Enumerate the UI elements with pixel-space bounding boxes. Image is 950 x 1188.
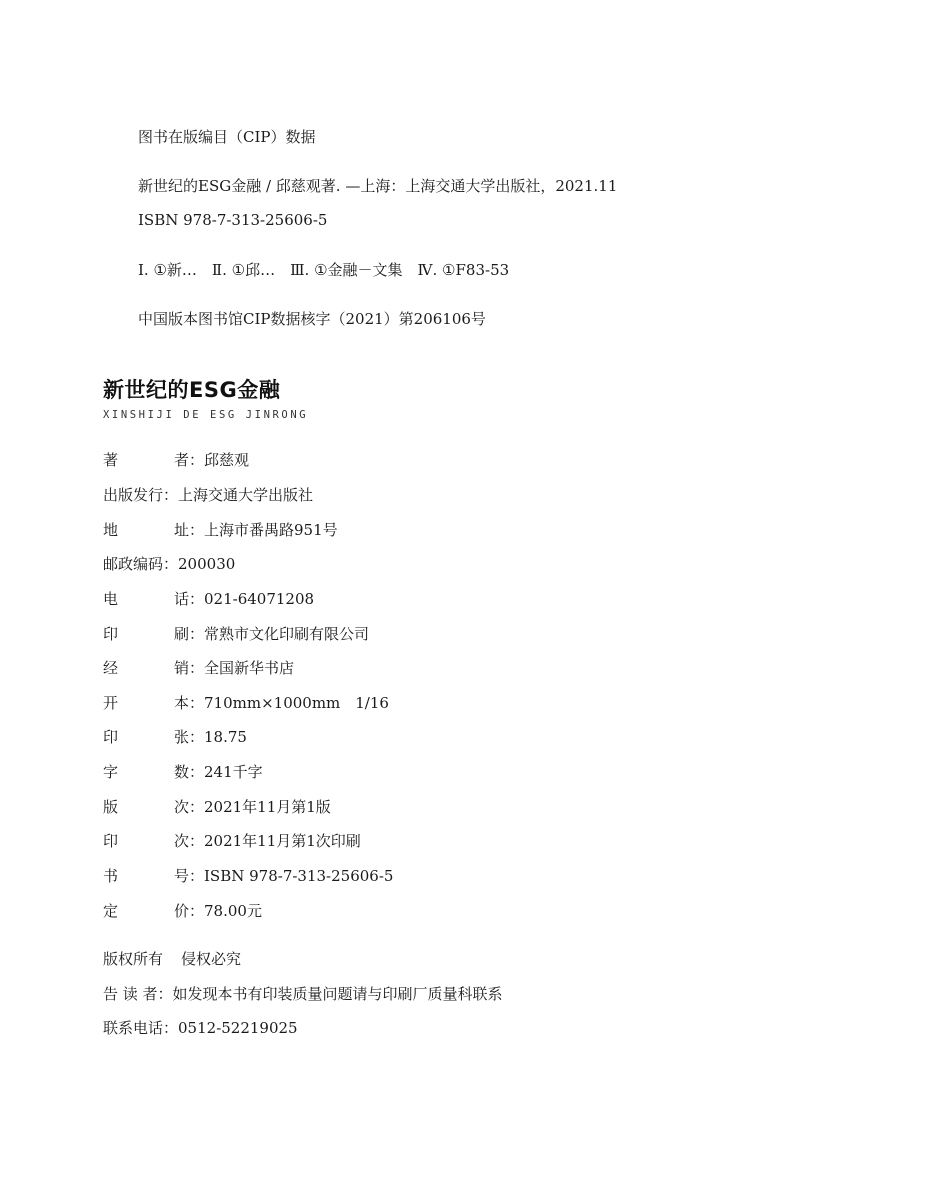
detail-row-printing <box>103 831 361 851</box>
detail-value: ：上海市番禺路951号 <box>189 521 338 539</box>
detail-row-phone <box>103 589 314 609</box>
detail-value: ：2021年11月第1版 <box>189 798 331 816</box>
book-title: 新世纪的ESG金融 <box>103 378 281 402</box>
detail-row-postcode <box>103 554 235 574</box>
detail-value: ：710mm×1000mm 1/16 <box>189 694 389 712</box>
detail-label: 经 销 <box>103 659 189 677</box>
notice-label: 告 读 者 <box>103 985 158 1003</box>
reader-notice <box>103 984 503 1004</box>
detail-label: 版 次 <box>103 798 189 816</box>
detail-row-distributor <box>103 658 294 678</box>
detail-row-printer <box>103 624 369 644</box>
cip-heading: 图书在版编目（CIP）数据 <box>138 128 316 146</box>
detail-label: 印 次 <box>103 832 189 850</box>
detail-value: ：200030 <box>163 555 236 573</box>
detail-row-address <box>103 520 338 540</box>
detail-value: ：241千字 <box>189 763 263 781</box>
detail-row-format <box>103 693 389 713</box>
book-pinyin: XINSHIJI DE ESG JINRONG <box>103 409 309 421</box>
notice-value: ：如发现本书有印装质量问题请与印刷厂质量科联系 <box>157 985 503 1003</box>
detail-value: ：021-64071208 <box>189 590 315 608</box>
detail-label: 定 价 <box>103 902 189 920</box>
detail-label: 印 刷 <box>103 625 189 643</box>
cip-citation: 新世纪的ESG金融 / 邱慈观著. —上海：上海交通大学出版社，2021.11 <box>138 177 618 195</box>
detail-value: ：全国新华书店 <box>189 659 295 677</box>
contact-phone <box>103 1018 298 1038</box>
rights-notice <box>103 949 241 969</box>
detail-row-price <box>103 901 262 921</box>
detail-value: ：18.75 <box>189 728 247 746</box>
detail-label: 印 张 <box>103 728 189 746</box>
detail-label: 著 者 <box>103 451 189 469</box>
detail-label: 出版发行 <box>103 486 164 504</box>
detail-row-publisher <box>103 485 313 505</box>
detail-row-book-number <box>103 866 393 886</box>
cip-classification: Ⅰ. ①新… Ⅱ. ①邱… Ⅲ. ①金融－文集 Ⅳ. ①F83-53 <box>138 261 510 279</box>
detail-label: 邮政编码 <box>103 555 164 573</box>
detail-value: ：78.00元 <box>189 902 262 920</box>
contact-phone-label: 联系电话 <box>103 1019 164 1037</box>
detail-value: ：ISBN 978-7-313-25606-5 <box>189 867 394 885</box>
detail-value: ：常熟市文化印刷有限公司 <box>189 625 370 643</box>
cip-approval: 中国版本图书馆CIP数据核字（2021）第206106号 <box>138 310 486 328</box>
detail-value: ：邱慈观 <box>189 451 250 469</box>
rights-label: 版权所有 <box>103 950 164 968</box>
contact-phone-value: ：0512-52219025 <box>163 1019 298 1037</box>
detail-value: ：上海交通大学出版社 <box>163 486 314 504</box>
cip-isbn: ISBN 978-7-313-25606-5 <box>138 211 328 229</box>
detail-row-wordcount <box>103 762 263 782</box>
detail-row-sheets <box>103 727 247 747</box>
detail-value: ：2021年11月第1次印刷 <box>189 832 361 850</box>
detail-label: 开 本 <box>103 694 189 712</box>
detail-label: 电 话 <box>103 590 189 608</box>
detail-row-author <box>103 450 249 470</box>
detail-label: 书 号 <box>103 867 189 885</box>
detail-label: 地 址 <box>103 521 189 539</box>
detail-label: 字 数 <box>103 763 189 781</box>
detail-row-edition <box>103 797 331 817</box>
rights-value: 侵权必究 <box>181 950 242 968</box>
